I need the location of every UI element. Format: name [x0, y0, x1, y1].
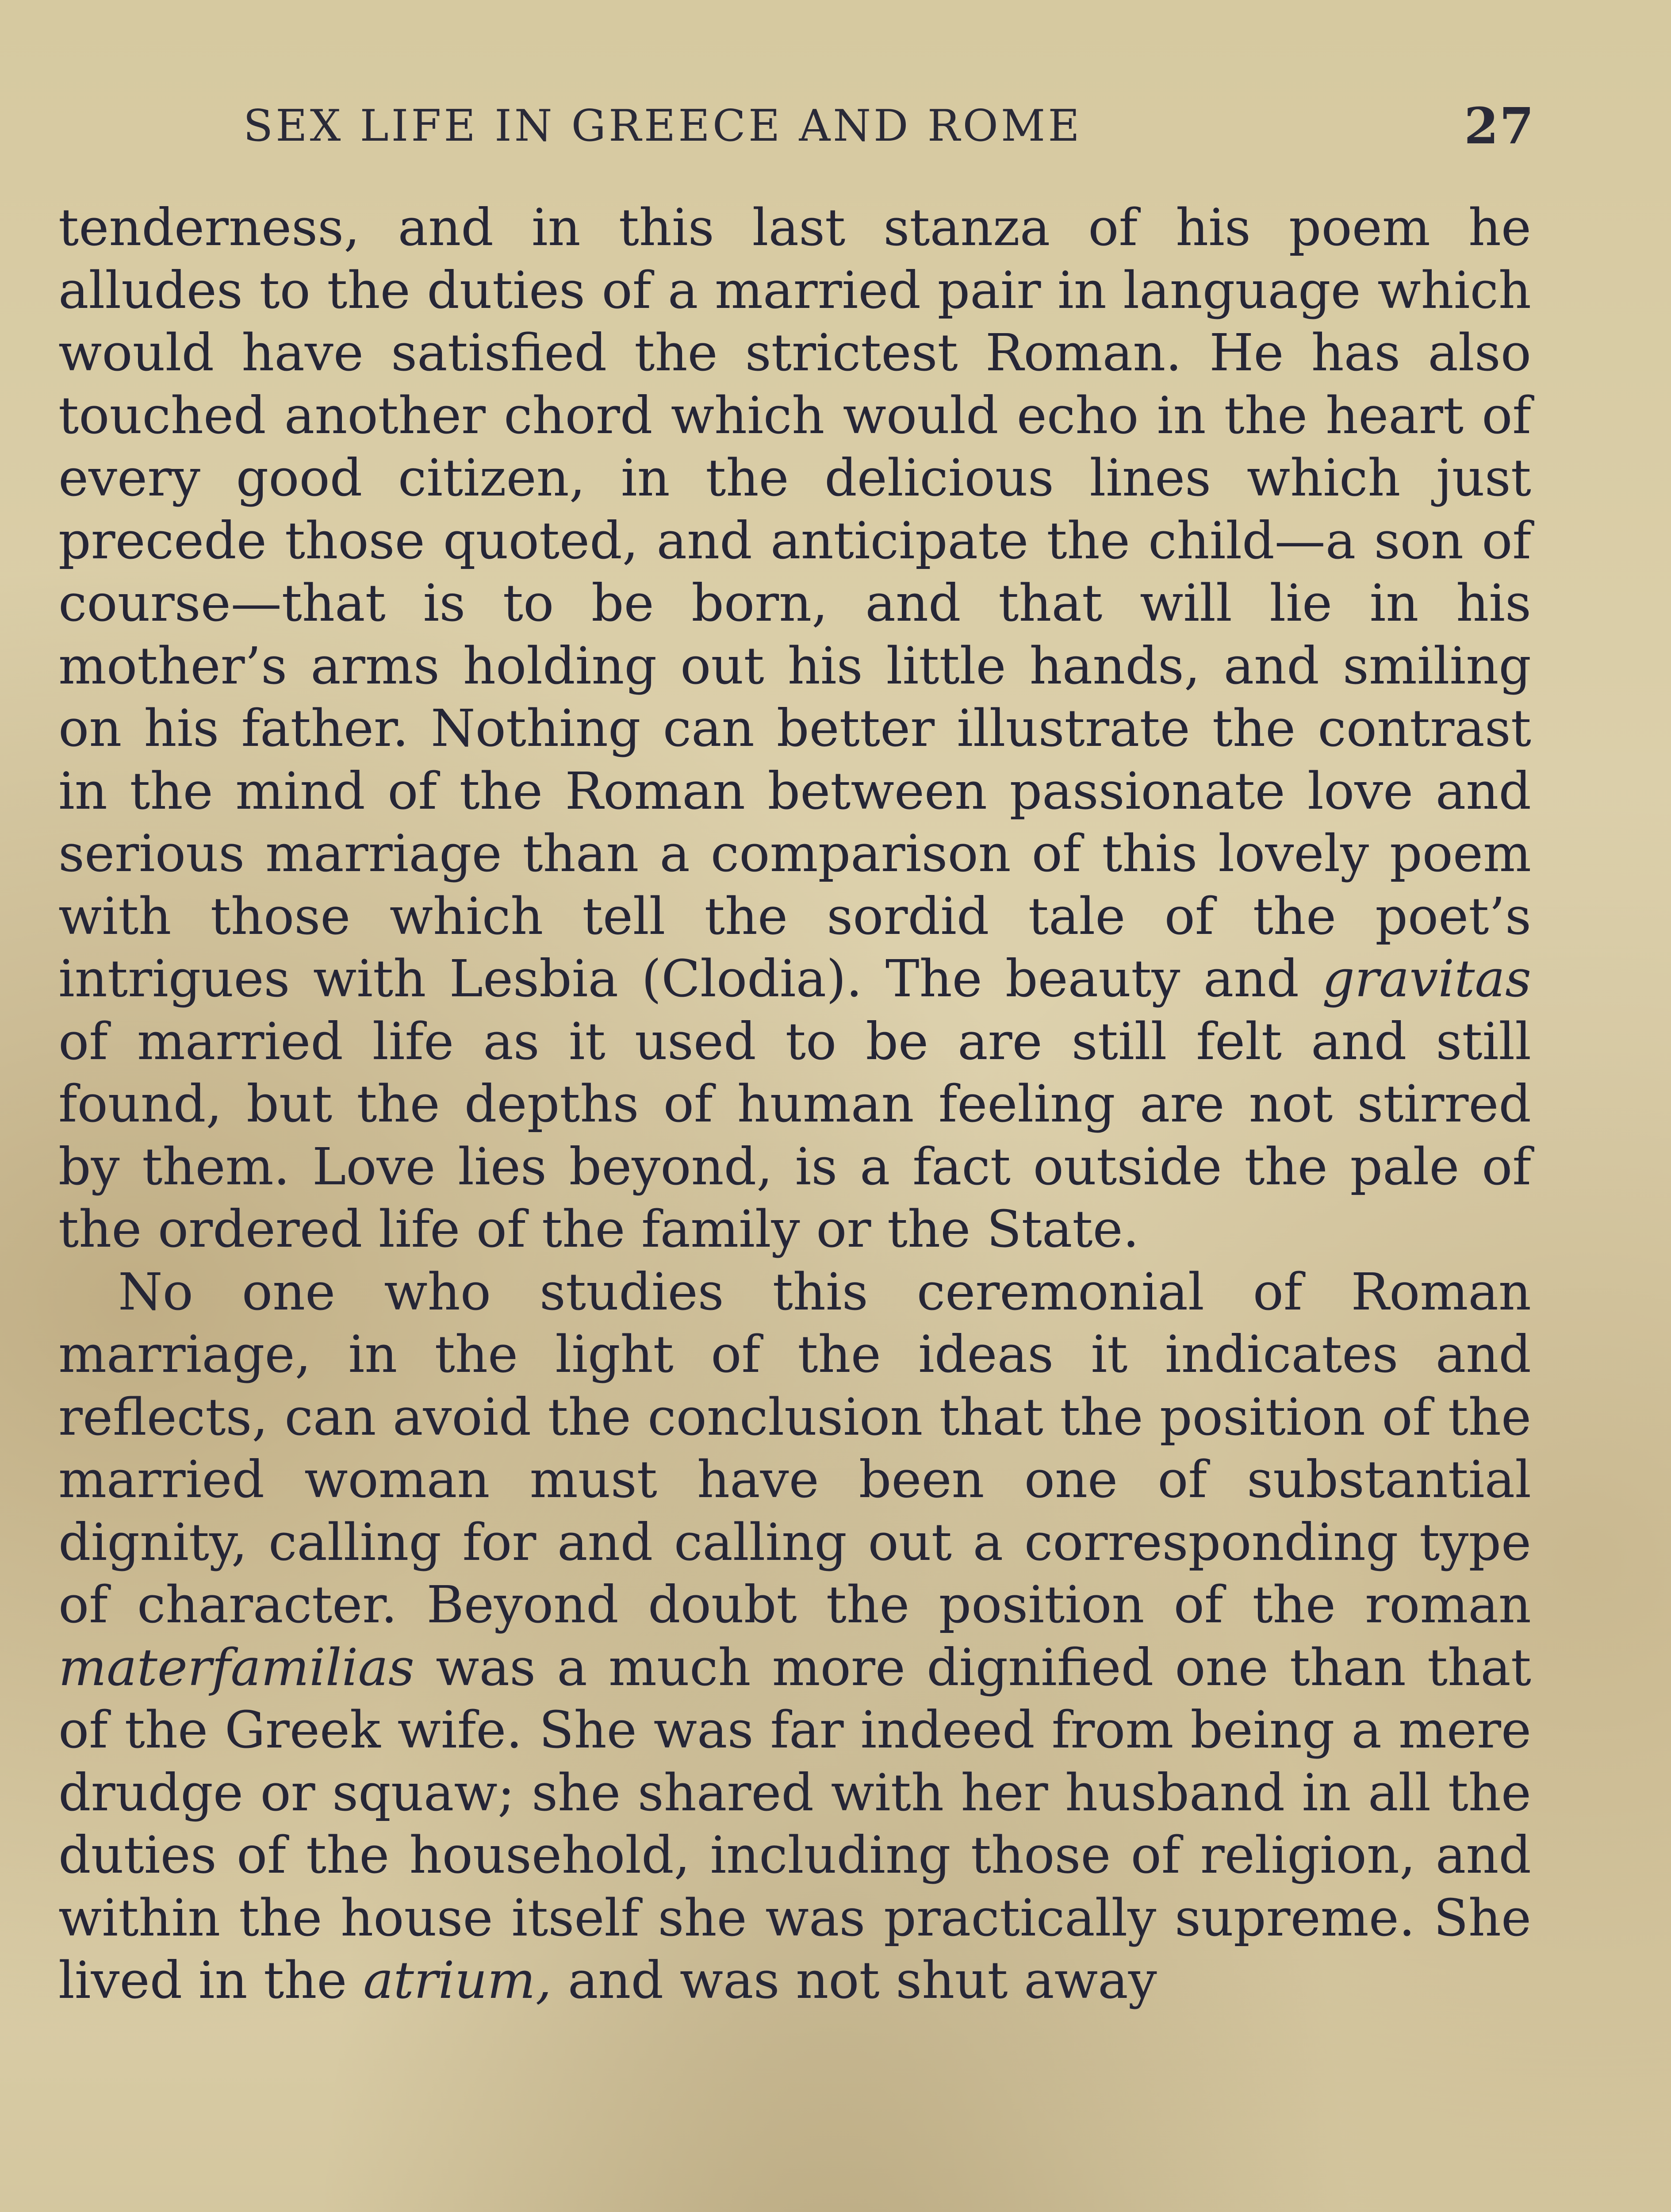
italic-term-materfamilias: materfamilias	[58, 1638, 414, 1697]
running-title: SEX LIFE IN GREECE AND ROME	[243, 101, 1082, 151]
paragraph-2-start: No one who studies this ceremonial of Roman marriage, in the light of the ideas it indicates and reflects, can avoid the conclusion that the position of the married woman must have been one of substantial dignity, calling for and calling out a corresponding type of character. Beyond doubt the position of the roman	[58, 1262, 1531, 1635]
running-head	[243, 97, 1535, 155]
paragraph-2-end: and was not shut away	[567, 1951, 1157, 2010]
paragraph-1-text: tenderness, and in this last stanza of his poem he alludes to the duties of a married pair in language which would have satisfied the strictest Roman. He has also touched another chord which would echo in the heart of every good citizen, in the delicious lines which just precede those quoted, and anticipate the child—a son of course—that is to be born, and that will lie in his mother’s arms holding out his little hands, and smiling on his father. Nothing can better illustrate the contrast in the mind of the Roman between passionate love and serious marriage than a comparison of this lovely poem with those which tell the sordid tale of the poet’s intrigues with Lesbia (Clodia). The beauty and	[58, 198, 1531, 1009]
paragraph-2-middle: was a much more dignified one than that of the Greek wife. She was far indeed from being a mere drudge or squaw; she shared with her husband in all the duties of the household, including those of religion, and within the house itself she was practically supreme. She lived in the	[58, 1638, 1531, 2010]
italic-term-atrium: atrium,	[363, 1951, 552, 2010]
paragraph-2	[58, 1261, 1531, 2012]
page-number: 27	[1464, 97, 1535, 155]
paragraph-1	[58, 197, 1531, 1261]
body-text	[58, 197, 1531, 2012]
italic-term-gravitas: gravitas	[1322, 949, 1531, 1009]
paragraph-1-end: of married life as it used to be are still felt and still found, but the depths of human feeling are not stirred by them. Love lies beyond, is a fact outside the pale of the ordered life of the family or the State.	[58, 1012, 1531, 1259]
